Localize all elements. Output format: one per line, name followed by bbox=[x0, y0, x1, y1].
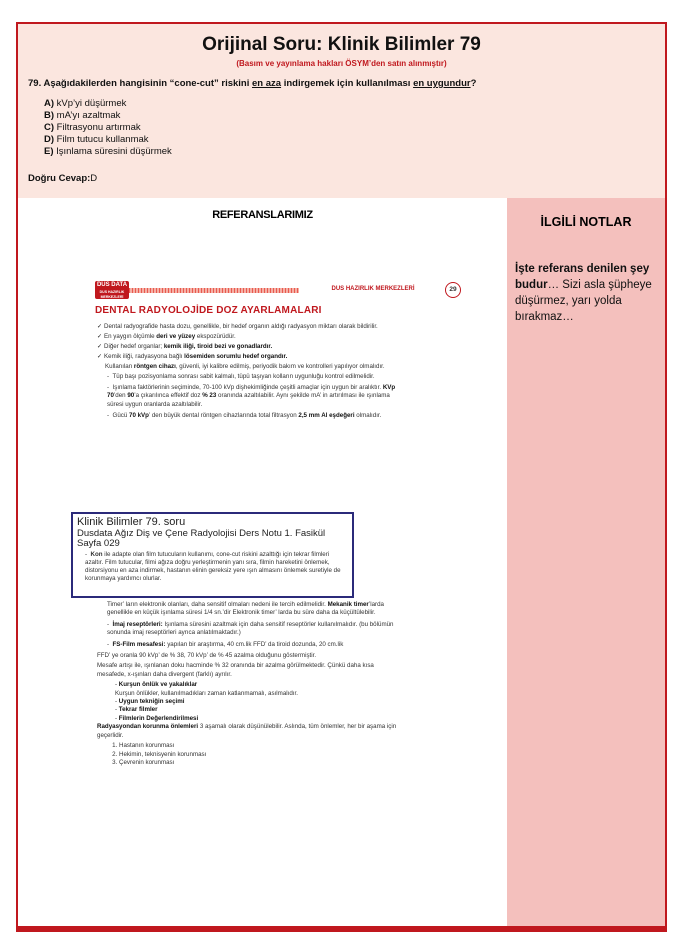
ffd-paragraph: FFD’ ye oranla 90 kVp’ de % 38, 70 kVp’ de % 45 azalma olduğunu göstermiştir. bbox=[97, 652, 317, 660]
reference-body-continued bbox=[97, 601, 397, 767]
protection-list bbox=[97, 681, 397, 723]
notes-text: İşte referans denilen şey budur… Sizi asla şüpheye düşürmez, yarı yolda bırakmaz… bbox=[515, 263, 652, 323]
paragraph-device: Kullanılan röntgen cihazı, güvenli, iyi kalibre edilmiş, periyodik bakım ve kontrolleri yapılıyor olmalıdır. bbox=[105, 362, 385, 370]
copyright-note: (Basım ve yayınlama hakları ÖSYM’den satın alınmıştır) bbox=[236, 59, 447, 68]
box-text: - Kon ile adapte olan film tutucuların kullanımı, cone-cut riskini azalttığı için tekrar filmleri azaltır. Film tutucular, filmi ağıza doğru yerleştirmenin yanı sıra, filmin hareketini önlemek, distorsiyonu en aza indirmek, hastanın elinin gereksiz yere ışın almasını önlemek suretiyle de korunmaya yardımcı olurlar. bbox=[85, 551, 341, 582]
question-emphasis-1: en aza bbox=[252, 78, 282, 89]
option-a: A) kVp’yi düşürmek bbox=[44, 98, 127, 109]
option-c: C) Filtrasyonu artırmak bbox=[44, 122, 141, 133]
correct-answer: Doğru Cevap:D bbox=[28, 173, 98, 184]
bullet-1: ✓ Dental radyografide hasta dozu, genellikle, bir hedef organın aldığı radyasyon miktarı olarak bildirilir. bbox=[97, 323, 378, 330]
question-mid: indirgemek için kullanılması bbox=[281, 78, 414, 89]
numbered-list bbox=[97, 742, 397, 767]
page-frame bbox=[16, 22, 667, 928]
bullet-3: ✓ Diğer hedef organlar; kemik iliği, tiroid bezi ve gonadlardır. bbox=[97, 342, 273, 350]
page-title: Orijinal Soru: Klinik Bilimler 79 bbox=[202, 34, 481, 55]
list-item: - Tekrar filmler bbox=[115, 706, 397, 714]
reference-heading: DENTAL RADYOLOJİDE DOZ AYARLAMALARI bbox=[95, 305, 322, 316]
bottom-rule bbox=[16, 928, 667, 932]
option-b: B) mA’yı azaltmak bbox=[44, 110, 121, 121]
question-suffix: ? bbox=[470, 78, 477, 89]
page-number-badge: 29 bbox=[445, 282, 461, 298]
list-item: 2. Hekimin, teknisyenin korunması bbox=[119, 751, 397, 759]
notes-title: İLGİLİ NOTLAR bbox=[540, 215, 632, 229]
check-icon: ✓ bbox=[97, 323, 103, 330]
dusdata-logo: DUS DATA DUS HAZIRLIK MERKEZLERİ bbox=[96, 282, 128, 299]
highlight-box bbox=[71, 512, 354, 598]
list-item: 1. Hastanın korunması bbox=[119, 742, 397, 750]
references-column bbox=[18, 198, 507, 926]
question-prefix: 79. Aşağıdakilerden hangisinin “cone-cut” riskini bbox=[28, 78, 253, 89]
receptor-item: - İmaj reseptörleri: Işınlama süresini azaltmak için daha sensitif reseptörler kullanılmalıdır. (bu bölümün sonunda imaj reseptörleri ayrıca anlatılmaktadır.) bbox=[107, 620, 394, 637]
bullet-2: ✓ En yaygın ölçümle deri ve yüzey ekspozürüdür. bbox=[97, 332, 236, 340]
protection-paragraph: Radyasyondan korunma önlemleri 3 aşamalı olarak düşünülebilir. Aslında, tüm önlemler, her bir aşama için geçerlidir. bbox=[97, 723, 397, 739]
question-emphasis-2: en uygundur bbox=[413, 78, 471, 89]
bullet-4: ✓ Kemik iliği, radyasyona bağlı lösemiden sorumlu hedef organdır. bbox=[97, 352, 288, 360]
notes-column bbox=[507, 198, 665, 926]
reference-body bbox=[97, 323, 397, 424]
check-icon: ✓ bbox=[97, 332, 103, 340]
box-source: Dusdata Ağız Diş ve Çene Radyolojisi Ders Notu 1. Fasikül Sayfa 029 bbox=[77, 528, 326, 549]
answer-options bbox=[44, 98, 172, 158]
timer-item: Timer’ ların elektronik olanları, daha sensitif olmaları nedeni ile tercih edilmelidir. Mekanik timer’larda genellikle en küçük işınlama süresi 1/4 sn.’dir Elektronik timer’ larda bu süre daha da küçültülebilir. bbox=[107, 601, 384, 617]
check-icon: ✓ bbox=[97, 352, 103, 360]
option-d: D) Film tutucu kullanmak bbox=[44, 134, 149, 145]
distance-item: - FS-Film mesafesi: yapılan bir araştırma, 40 cm.lik FFD’ da tiroid dozunda, 20 cm.lik bbox=[107, 640, 344, 648]
question-text bbox=[28, 78, 658, 89]
dash-item-1: - Tüp başı pozisyonlama sonrası sabit kalmalı, tüpü taşıyan kolların uygunluğu kontrol edilmelidir. bbox=[107, 372, 375, 380]
option-e: E) Işınlama süresini düşürmek bbox=[44, 146, 172, 157]
band-label: DUS HAZIRLIK MERKEZLERİ bbox=[299, 284, 447, 294]
dash-item-2: - Işınlama faktörlerinin seçiminde, 70-100 kVp dişhekimliğinde çeşitli amaçlar için uygun bir aralıktır. KVp 70’den 90’a çıkarılınca effektif doz % 23 oranında azaltılabilir. Aynı şekilde mA’ in artırılması ile ışınlama süresi uygun oranlarda azaltılabilir. bbox=[107, 383, 396, 408]
reference-page-image bbox=[77, 276, 469, 836]
dash-item-3: - Gücü 70 kVp’ den büyük dental röntgen cihazlarında total filtrasyon 2,5 mm Al eşdeğeri olmalıdır. bbox=[107, 412, 382, 420]
list-item: - Uygun tekniğin seçimi bbox=[115, 698, 397, 706]
list-item: 3. Çevrenin korunması bbox=[119, 759, 397, 767]
question-header bbox=[18, 24, 665, 198]
distance-paragraph: Mesafe artışı ile, ışınlanan doku hacminde % 32 oranında bir azalma görülmektedir. Çünkü daha kısa mesafede, x-ışınları daha divergent (farklı) ayrılır. bbox=[97, 662, 374, 678]
references-title: REFERANSLARIMIZ bbox=[212, 209, 313, 221]
box-title: Klinik Bilimler 79. soru bbox=[77, 516, 186, 528]
list-item: - Kurşun önlük ve yakalıklar Kurşun önlükler, kullanılmadıkları zaman katlanmamalı, asılmalıdır. bbox=[115, 681, 397, 698]
list-item: - Filmlerin Değerlendirilmesi bbox=[115, 715, 397, 723]
check-icon: ✓ bbox=[97, 342, 103, 350]
